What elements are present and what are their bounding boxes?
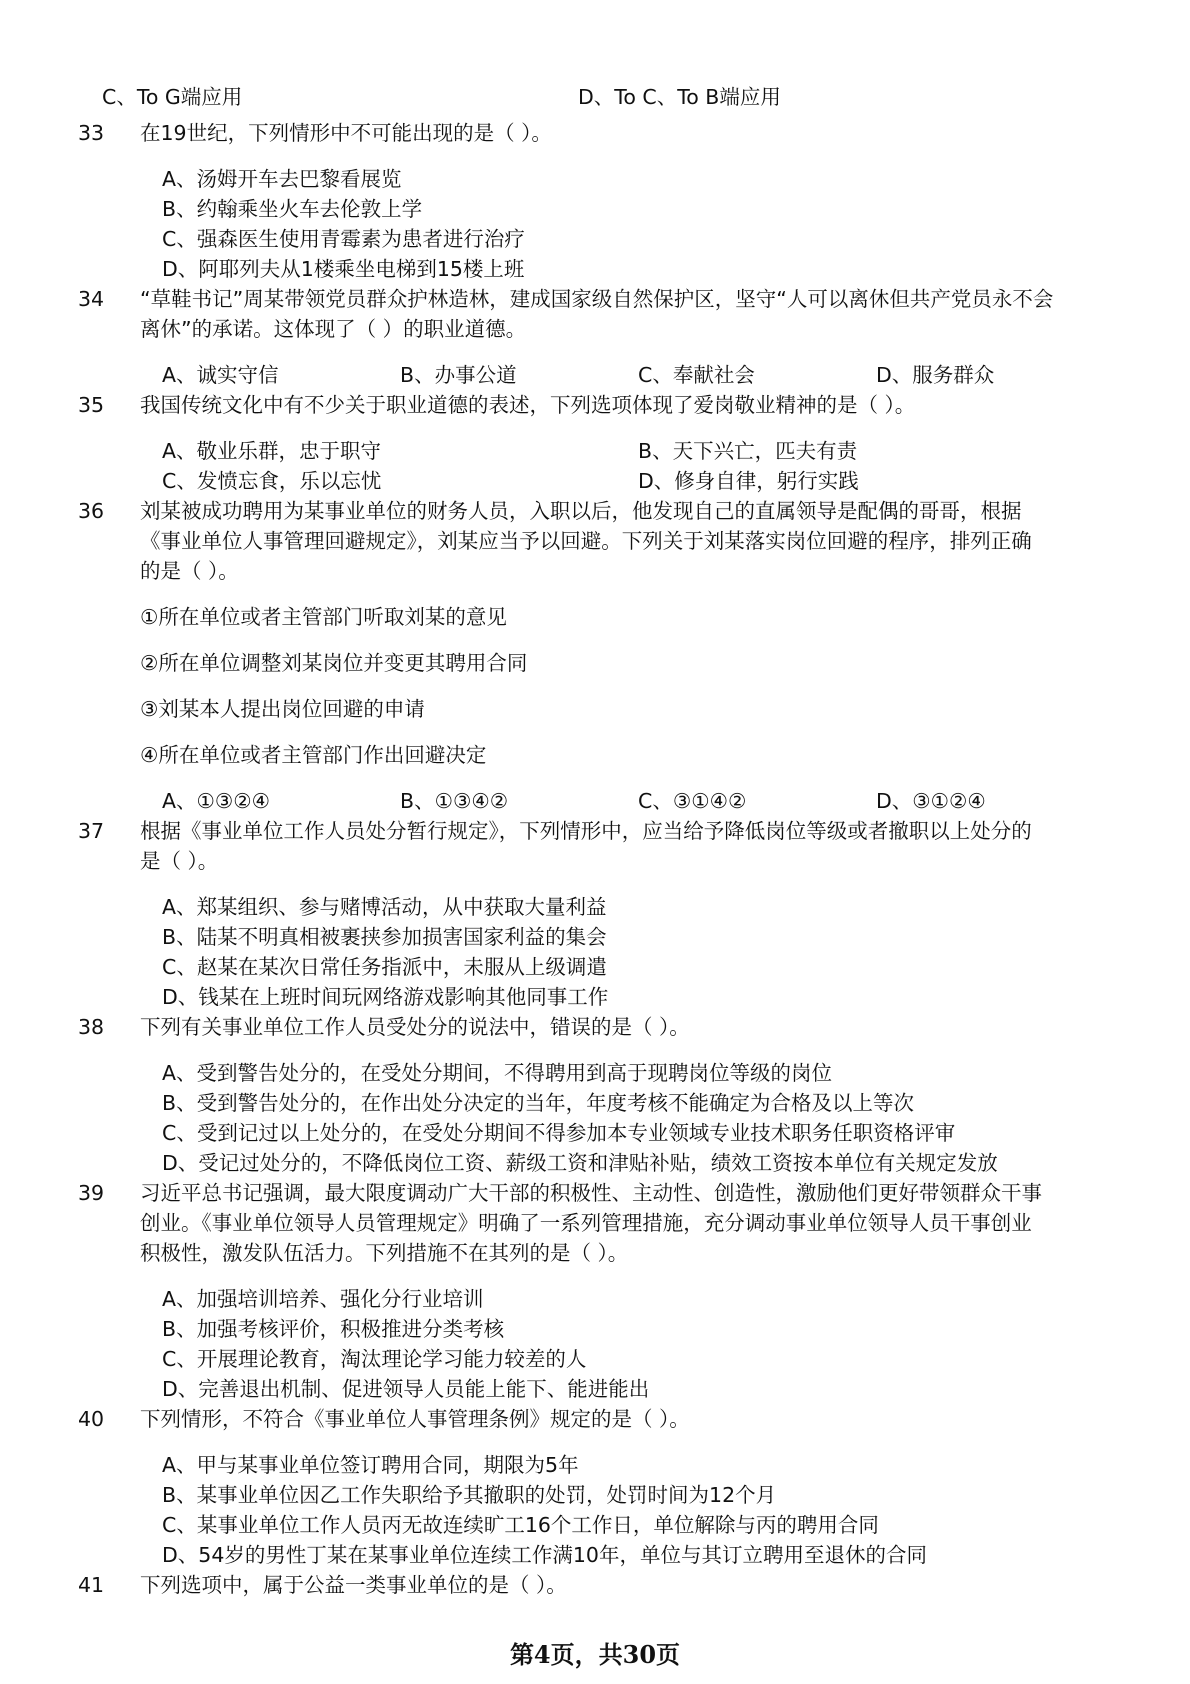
option-c: C、某事业单位工作人员丙无故连续旷工16个工作日，单位解除与丙的聘用合同	[162, 1513, 879, 1537]
option-d: D、完善退出机制、促进领导人员能上能下、能进能出	[162, 1377, 650, 1401]
question-stem: 下列有关事业单位工作人员受处分的说法中，错误的是（ ）。	[140, 1015, 690, 1039]
question-stem-line-1: 刘某被成功聘用为某事业单位的财务人员，入职以后，他发现自己的直属领导是配偶的哥哥，根据	[140, 499, 1022, 523]
option-d: D、阿耶列夫从1楼乘坐电梯到15楼上班	[162, 257, 525, 281]
option-c: C、开展理论教育，淘汰理论学习能力较差的人	[162, 1347, 587, 1371]
page-footer: 第4页，共30页	[509, 1640, 681, 1669]
option-a: A、受到警告处分的，在受处分期间，不得聘用到高于现聘岗位等级的岗位	[162, 1061, 833, 1085]
option-d: D、服务群众	[876, 363, 995, 387]
question-stem: 下列情形，不符合《事业单位人事管理条例》规定的是（ ）。	[140, 1407, 690, 1431]
question-stem-line-1: 习近平总书记强调，最大限度调动广大干部的积极性、主动性、创造性，激励他们更好带领群众干事	[140, 1181, 1042, 1205]
option-c: C、强森医生使用青霉素为患者进行治疗	[162, 227, 525, 251]
option-c: C、发愤忘食，乐以忘忧	[162, 469, 382, 493]
question-stem-line-2: 《事业单位人事管理回避规定》，刘某应当予以回避。下列关于刘某落实岗位回避的程序，排列正确	[140, 529, 1032, 553]
option-c: C、受到记过以上处分的，在受处分期间不得参加本专业领域专业技术职务任职资格评审	[162, 1121, 956, 1145]
question-stem-line-2: 是（ ）。	[140, 849, 219, 873]
question-stem: 我国传统文化中有不少关于职业道德的表述，下列选项体现了爱岗敬业精神的是（ ）。	[140, 393, 916, 417]
option-b: B、天下兴亡，匹夫有责	[638, 439, 858, 463]
prev-option-c: C、To G端应用	[102, 85, 243, 109]
question-stem: 下列选项中，属于公益一类事业单位的是（ ）。	[140, 1573, 567, 1597]
option-c: C、③①④②	[638, 789, 747, 813]
option-a: A、郑某组织、参与赌博活动，从中获取大量利益	[162, 895, 607, 919]
option-b: B、某事业单位因乙工作失职给予其撤职的处罚，处罚时间为12个月	[162, 1483, 777, 1507]
option-c: C、赵某在某次日常任务指派中，未服从上级调遣	[162, 955, 607, 979]
option-d: D、③①②④	[876, 789, 986, 813]
question-stem: 在19世纪，下列情形中不可能出现的是（ ）。	[140, 121, 552, 145]
question-number: 39	[78, 1181, 105, 1205]
option-a: A、①③②④	[162, 789, 271, 813]
option-b: B、受到警告处分的，在作出处分决定的当年，年度考核不能确定为合格及以上等次	[162, 1091, 915, 1115]
option-a: A、汤姆开车去巴黎看展览	[162, 167, 402, 191]
question-number: 40	[78, 1407, 105, 1431]
question-number: 33	[78, 121, 105, 145]
option-d: D、钱某在上班时间玩网络游戏影响其他同事工作	[162, 985, 609, 1009]
question-number: 41	[78, 1573, 105, 1597]
question-stem-line-2: 离休”的承诺。这体现了（ ）的职业道德。	[140, 317, 527, 341]
option-b: B、①③④②	[400, 789, 509, 813]
question-stem-line-2: 创业。《事业单位领导人员管理规定》明确了一系列管理措施，充分调动事业单位领导人员干事创业	[140, 1211, 1032, 1235]
prev-option-d: D、To C、To B端应用	[578, 85, 781, 109]
procedure-step-1: ①所在单位或者主管部门听取刘某的意见	[140, 605, 507, 629]
procedure-step-4: ④所在单位或者主管部门作出回避决定	[140, 743, 487, 767]
question-stem-line-1: “草鞋书记”周某带领党员群众护林造林，建成国家级自然保护区，坚守“人可以离休但共产党员永不会	[140, 287, 1054, 311]
option-c: C、奉献社会	[638, 363, 755, 387]
question-number: 34	[78, 287, 105, 311]
option-a: A、甲与某事业单位签订聘用合同，期限为5年	[162, 1453, 579, 1477]
question-number: 37	[78, 819, 105, 843]
question-stem-line-3: 积极性，激发队伍活力。下列措施不在其列的是（ ）。	[140, 1241, 629, 1265]
question-number: 36	[78, 499, 105, 523]
option-d: D、54岁的男性丁某在某事业单位连续工作满10年，单位与其订立聘用至退休的合同	[162, 1543, 927, 1567]
question-stem-line-1: 根据《事业单位工作人员处分暂行规定》，下列情形中，应当给予降低岗位等级或者撤职以上处分的	[140, 819, 1032, 843]
question-number: 38	[78, 1015, 105, 1039]
option-b: B、陆某不明真相被裹挟参加损害国家利益的集会	[162, 925, 607, 949]
question-number: 35	[78, 393, 105, 417]
option-b: B、加强考核评价，积极推进分类考核	[162, 1317, 505, 1341]
question-stem-line-3: 的是（ ）。	[140, 559, 239, 583]
procedure-step-2: ②所在单位调整刘某岗位并变更其聘用合同	[140, 651, 528, 675]
option-a: A、加强培训培养、强化分行业培训	[162, 1287, 484, 1311]
option-b: B、约翰乘坐火车去伦敦上学	[162, 197, 423, 221]
option-a: A、敬业乐群，忠于职守	[162, 439, 382, 463]
option-d: D、受记过处分的，不降低岗位工资、薪级工资和津贴补贴，绩效工资按本单位有关规定发放	[162, 1151, 998, 1175]
option-d: D、修身自律，躬行实践	[638, 469, 859, 493]
option-b: B、办事公道	[400, 363, 517, 387]
option-a: A、诚实守信	[162, 363, 279, 387]
procedure-step-3: ③刘某本人提出岗位回避的申请	[140, 697, 425, 721]
